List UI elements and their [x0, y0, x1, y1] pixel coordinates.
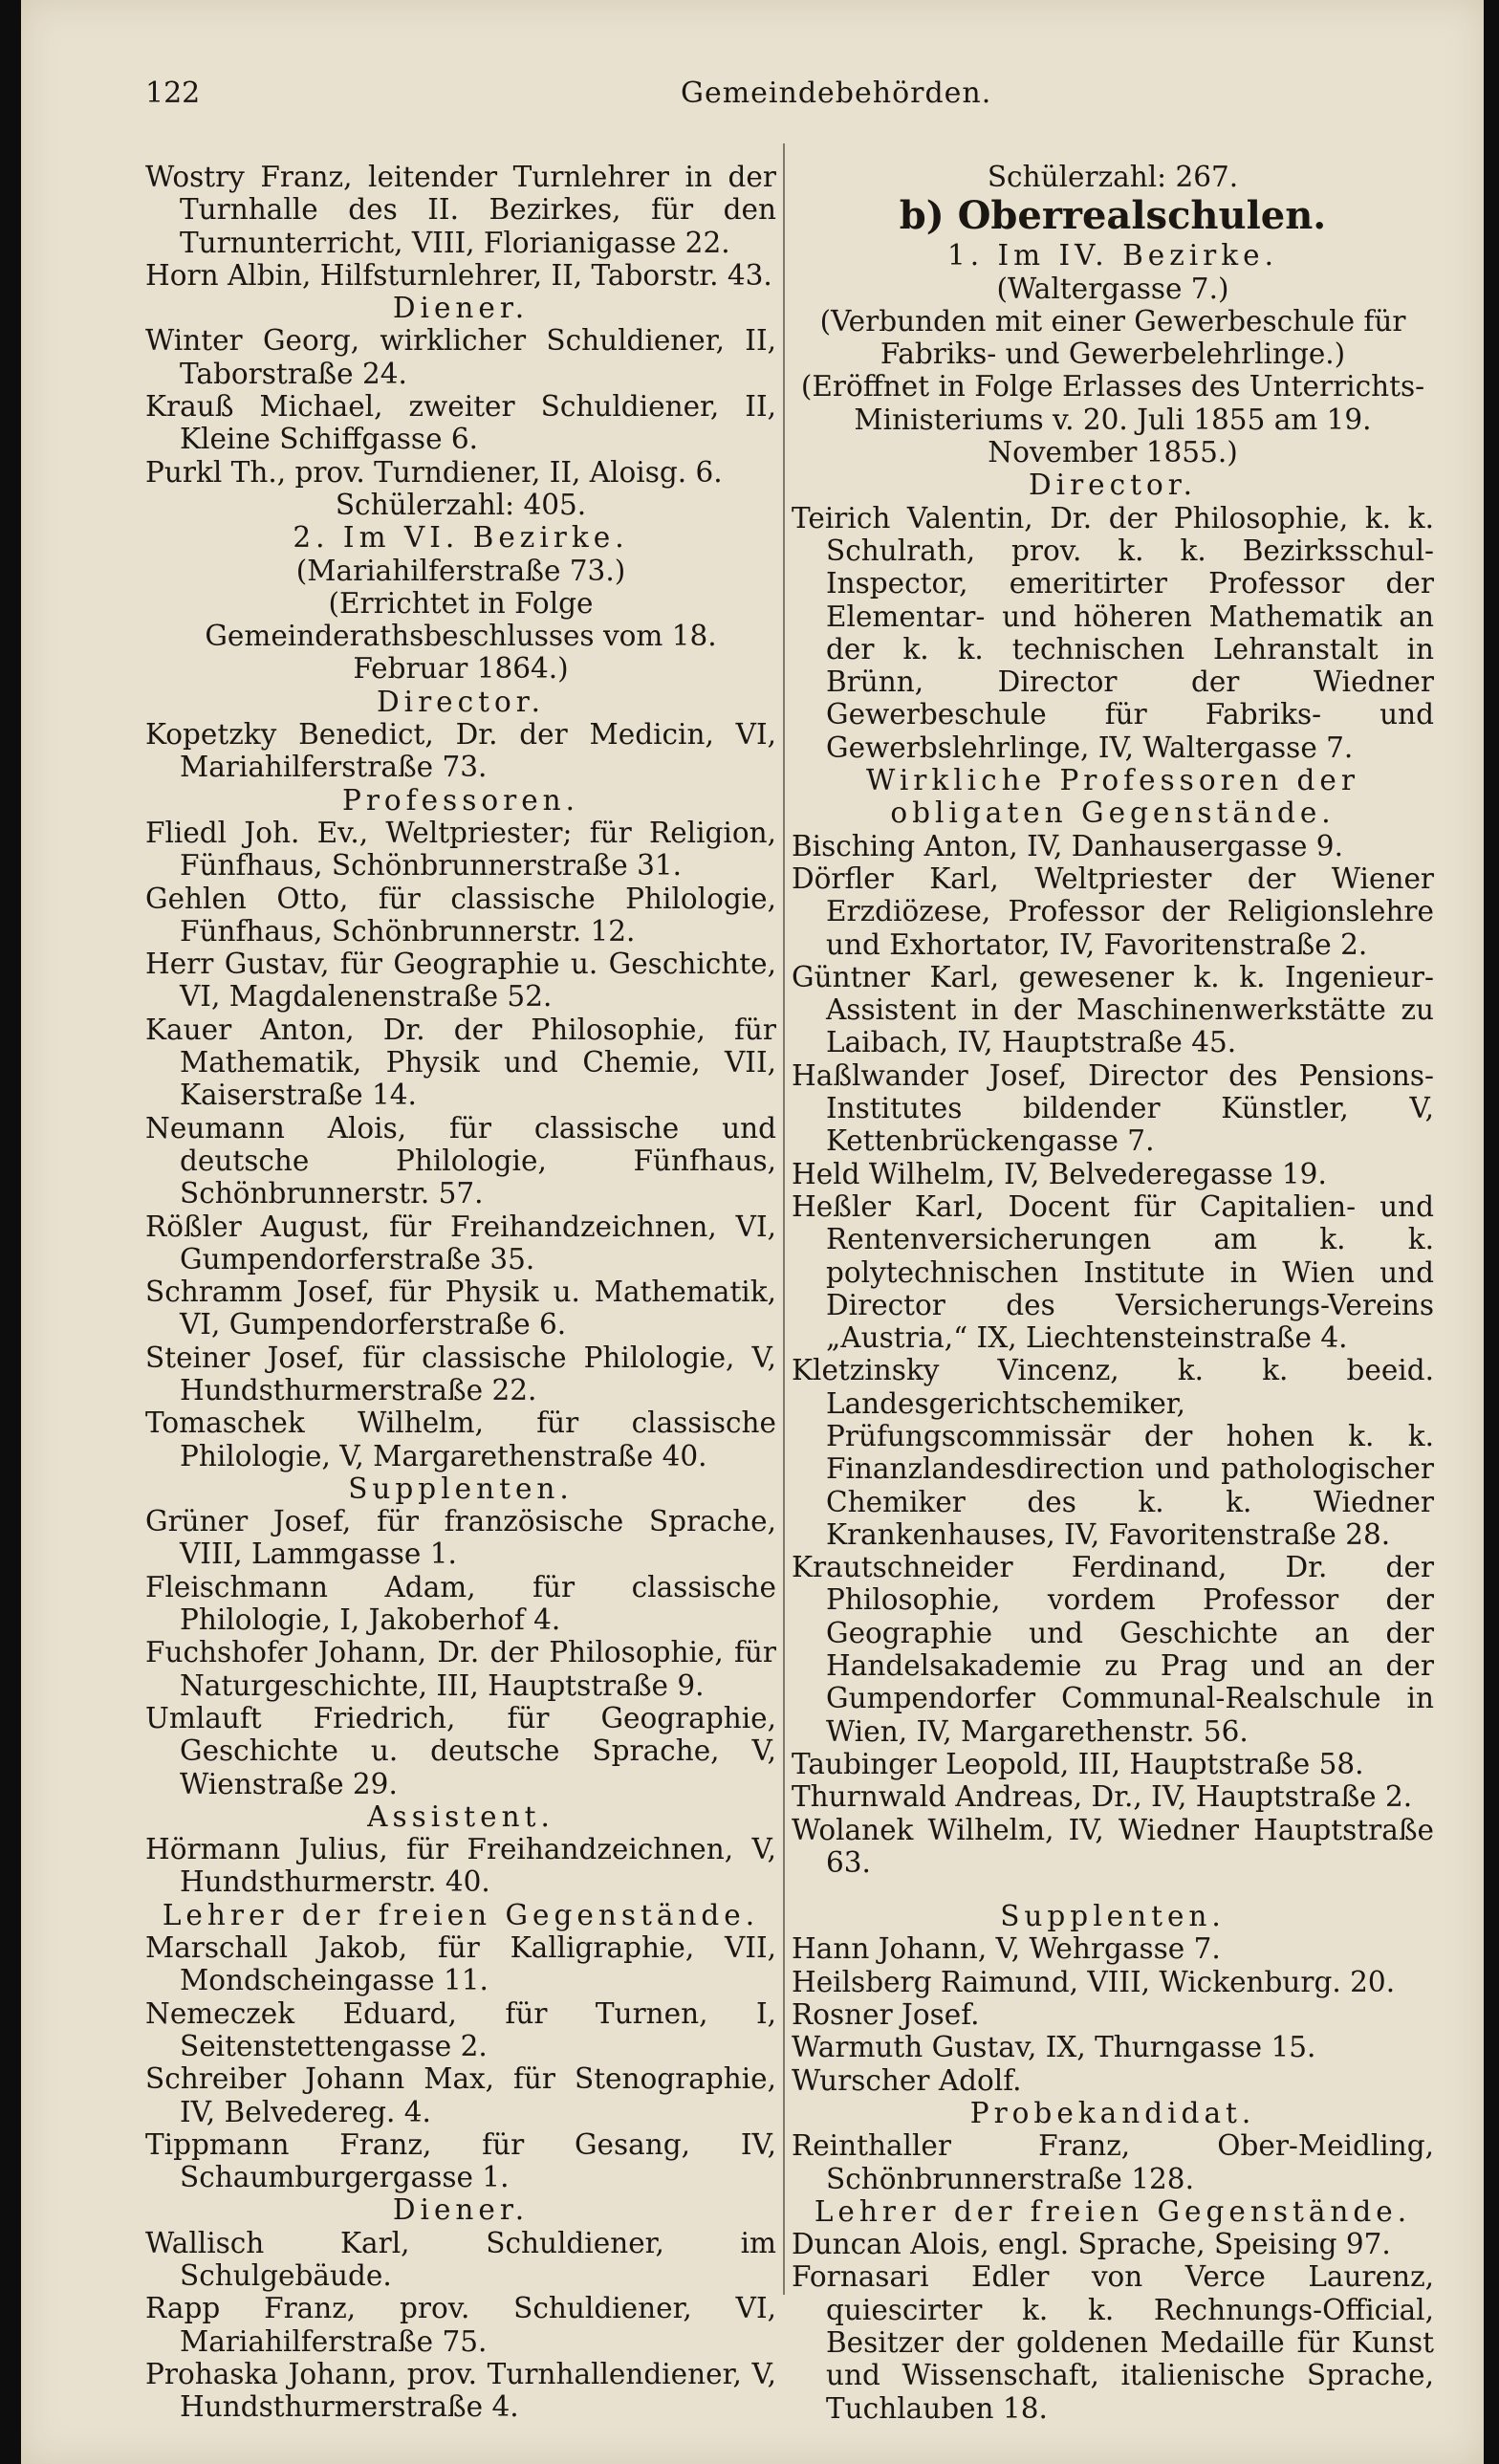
directory-entry: Krauß Michael, zweiter Schuldiener, II, Kleine Schiffgasse 6.	[145, 390, 776, 456]
subsection-heading: Diener.	[392, 292, 530, 325]
directory-entry: Wallisch Karl, Schuldiener, im Schulgebäude.	[145, 2226, 776, 2292]
directory-entry: Purkl Th., prov. Turndiener, II, Aloisg. 6.	[145, 455, 723, 489]
directory-entry: Umlauft Friedrich, für Geographie, Geschichte u. deutsche Sprache, V, Wienstraße 29.	[145, 1701, 776, 1800]
directory-entry: Hörmann Julius, für Freihandzeichnen, V, Hundsthurmerstr. 40.	[145, 1833, 776, 1899]
directory-entry: Kopetzky Benedict, Dr. der Medicin, VI, Mariahilferstraße 73.	[145, 718, 776, 784]
directory-entry: Heilsberg Raimund, VIII, Wickenburg. 20.	[792, 1965, 1396, 1998]
directory-entry: Fleischmann Adam, für classische Philologie, I, Jakoberhof 4.	[145, 1570, 776, 1637]
directory-entry: Bisching Anton, IV, Danhausergasse 9.	[792, 829, 1343, 862]
subsection-heading: Director.	[1028, 469, 1198, 502]
left-column	[145, 161, 776, 2423]
centered-note: (Errichtet in Folge Gemeinderathsbeschlusses vom 18. Februar 1864.)	[205, 586, 717, 686]
directory-entry: Gehlen Otto, für classische Philologie, Fünfhaus, Schönbrunnerstr. 12.	[145, 882, 776, 948]
directory-entry: Warmuth Gustav, IX, Thurngasse 15.	[792, 2031, 1316, 2064]
directory-entry: Rapp Franz, prov. Schuldiener, VI, Mariahilferstraße 75.	[145, 2292, 776, 2358]
directory-entry: Wostry Franz, leitender Turnlehrer in der Turnhalle des II. Bezirkes, für den Turnunterricht, VIII, Florianigasse 22.	[145, 161, 776, 259]
directory-entry: Fornasari Edler von Verce Laurenz, quiescirter k. k. Rechnungs-Official, Besitzer der goldenen Medaille für Kunst und Wissenschaft, italienische Sprache, Tuchlauben 18.	[792, 2260, 1434, 2425]
subsection-heading: Professoren.	[341, 783, 580, 817]
directory-entry: Heßler Karl, Docent für Capitalien- und Rentenversicherungen am k. k. polytechnischen Institute in Wien und Director des Versicherungs-Vereins „Austria,“ IX, Liechtensteinstraße 4.	[792, 1189, 1434, 1355]
page	[21, 0, 1484, 2464]
page-title: Gemeindebehörden.	[681, 76, 992, 110]
subsection-heading: Director.	[376, 685, 546, 718]
directory-entry: Krautschneider Ferdinand, Dr. der Philosophie, vordem Professor der Geographie und Geschichte an der Handelsakademie zu Prag und an der Gumpendorfer Communal-Realschule in Wien, IV, Margarethenstr. 56.	[792, 1551, 1434, 1748]
directory-entry: Hann Johann, V, Wehrgasse 7.	[792, 1932, 1221, 1966]
directory-entry: Marschall Jakob, für Kalligraphie, VII, Mondscheingasse 11.	[145, 1931, 776, 1997]
subsection-heading: Assistent.	[367, 1799, 554, 1833]
directory-entry: Fuchshofer Johann, Dr. der Philosophie, für Naturgeschichte, III, Hauptstraße 9.	[145, 1636, 776, 1702]
subsection-heading: 2. Im VI. Bezirke.	[293, 521, 629, 555]
centered-note: (Waltergasse 7.)	[996, 272, 1229, 305]
subsection-heading: Supplenten.	[348, 1472, 574, 1505]
subsection-heading: Lehrer der freien Gegenstände.	[814, 2194, 1412, 2228]
page-header	[145, 69, 1426, 117]
directory-entry: Fliedl Joh. Ev., Weltpriester; für Religion, Fünfhaus, Schönbrunnerstraße 31.	[145, 816, 776, 883]
centered-note: Schülerzahl: 267.	[987, 161, 1239, 193]
directory-entry: Reinthaller Franz, Ober-Meidling, Schönbrunnerstraße 128.	[792, 2129, 1434, 2195]
centered-note: Schülerzahl: 405.	[335, 488, 587, 521]
directory-entry: Rosner Josef.	[792, 1998, 980, 2032]
directory-entry: Duncan Alois, engl. Sprache, Speising 97.	[792, 2228, 1391, 2261]
subsection-heading: Lehrer der freien Gegenstände.	[162, 1898, 760, 1931]
directory-entry: Wolanek Wilhelm, IV, Wiedner Hauptstraße 63.	[792, 1813, 1434, 1879]
directory-entry: Tomaschek Wilhelm, für classische Philologie, V, Margarethenstraße 40.	[145, 1406, 776, 1472]
subsection-heading: 1. Im IV. Bezirke.	[946, 239, 1278, 273]
section-heading: b) Oberrealschulen.	[899, 193, 1327, 239]
directory-entry: Wurscher Adolf.	[792, 2063, 1022, 2097]
spacer	[792, 1879, 1434, 1900]
directory-entry: Neumann Alois, für classische und deutsche Philologie, Fünfhaus, Schönbrunnerstr. 57.	[145, 1111, 776, 1210]
directory-entry: Dörfler Karl, Weltpriester der Wiener Erzdiözese, Professor der Religionslehre und Exhortator, IV, Favoritenstraße 2.	[792, 861, 1434, 961]
directory-entry: Steiner Josef, für classische Philologie, V, Hundsthurmerstraße 22.	[145, 1341, 776, 1406]
directory-entry: Kauer Anton, Dr. der Philosophie, für Mathematik, Physik und Chemie, VII, Kaiserstraße 14.	[145, 1013, 776, 1112]
directory-entry: Kletzinsky Vincenz, k. k. beeid. Landesgerichtschemiker, Prüfungscommissär der hohen k. k. Finanzlandesdirection und pathologischer Chemiker des k. k. Wiedner Krankenhauses, IV, Favoritenstraße 28.	[792, 1354, 1434, 1551]
directory-entry: Herr Gustav, für Geographie u. Geschichte, VI, Magdalenenstraße 52.	[145, 948, 776, 1014]
centered-note: (Eröffnet in Folge Erlasses des Unterrichts-Ministeriums v. 20. Juli 1855 am 19. November 1855.)	[800, 370, 1425, 469]
directory-entry: Teirich Valentin, Dr. der Philosophie, k. k. Schulrath, prov. k. k. Bezirksschul-Inspector, emeritirter Professor der Elementar- und höheren Mathematik an der k. k. technischen Lehranstalt in Brünn, Director der Wiedner Gewerbeschule für Fabriks- und Gewerbslehrlinge, IV, Waltergasse 7.	[792, 501, 1434, 764]
page-number: 122	[145, 76, 201, 110]
directory-entry: Schreiber Johann Max, für Stenographie, IV, Belvedereg. 4.	[145, 2062, 776, 2128]
centered-note: (Verbunden mit einer Gewerbeschule für Fabriks- und Gewerbelehrlinge.)	[819, 304, 1406, 371]
directory-entry: Güntner Karl, gewesener k. k. Ingenieur-Assistent in der Maschinenwerkstätte zu Laibach, IV, Hauptstraße 45.	[792, 960, 1434, 1059]
directory-entry: Tippmann Franz, für Gesang, IV, Schaumburgergasse 1.	[145, 2127, 776, 2194]
directory-entry: Grüner Josef, für französische Sprache, VIII, Lammgasse 1.	[145, 1505, 776, 1571]
column-divider	[783, 143, 785, 2295]
directory-entry: Nemeczek Eduard, für Turnen, I, Seitenstettengasse 2.	[145, 1996, 776, 2062]
directory-entry: Horn Albin, Hilfsturnlehrer, II, Taborstr. 43.	[145, 258, 772, 292]
directory-entry: Prohaska Johann, prov. Turnhallendiener, V, Hundsthurmerstraße 4.	[145, 2357, 776, 2424]
subsection-heading: Probekandidat.	[969, 2096, 1256, 2129]
subsection-heading: Supplenten.	[1000, 1900, 1226, 1933]
directory-entry: Haßlwander Josef, Director des Pensions-Institutes bildender Künstler, V, Kettenbrückengasse 7.	[792, 1058, 1434, 1158]
directory-entry: Taubinger Leopold, III, Hauptstraße 58.	[792, 1747, 1364, 1780]
centered-note: (Mariahilferstraße 73.)	[295, 554, 626, 587]
directory-entry: Thurnwald Andreas, Dr., IV, Hauptstraße 2.	[792, 1780, 1413, 1814]
directory-entry: Rößler August, für Freihandzeichnen, VI, Gumpendorferstraße 35.	[145, 1210, 776, 1276]
directory-entry: Schramm Josef, für Physik u. Mathematik, VI, Gumpendorferstraße 6.	[145, 1276, 776, 1341]
subsection-heading: Wirkliche Professoren der obligaten Gegenstände.	[866, 764, 1359, 830]
right-column	[792, 161, 1434, 2425]
directory-entry: Held Wilhelm, IV, Belvederegasse 19.	[792, 1157, 1327, 1190]
directory-entry: Winter Georg, wirklicher Schuldiener, II, Taborstraße 24.	[145, 324, 776, 390]
subsection-heading: Diener.	[392, 2193, 530, 2227]
